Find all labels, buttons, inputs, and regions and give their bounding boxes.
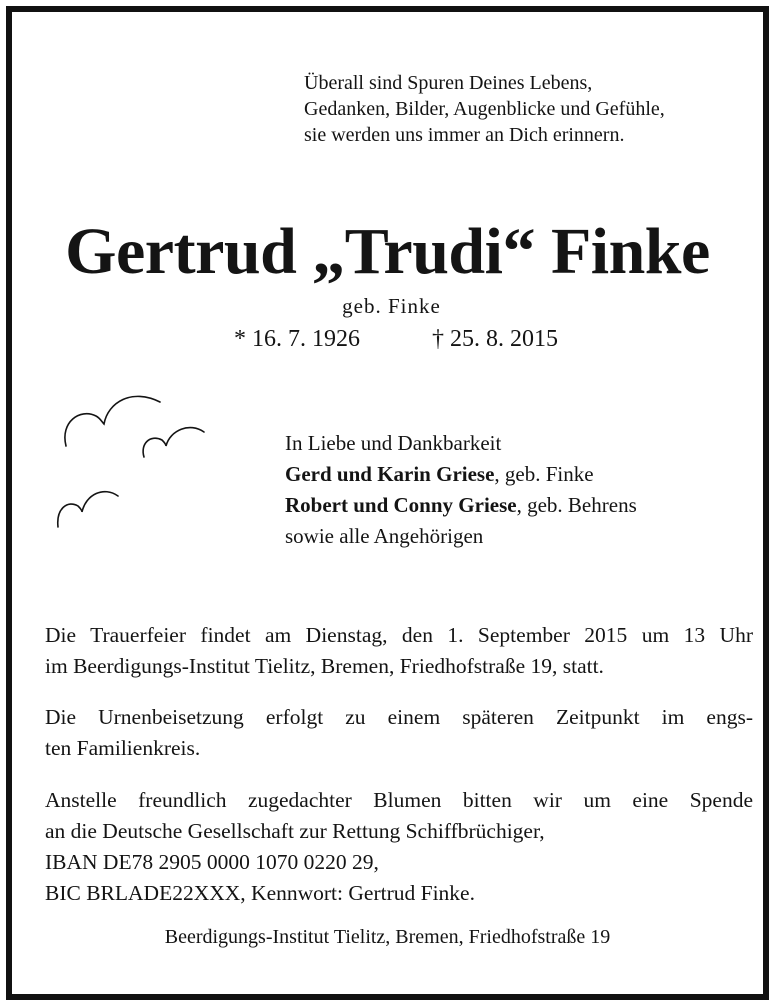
mourner-name: Gerd und Karin Griese — [285, 462, 495, 486]
seagull-icon — [65, 396, 160, 446]
mourner-suffix: , geb. Behrens — [516, 493, 637, 517]
seagulls-icon — [50, 382, 220, 542]
quote-line: Gedanken, Bilder, Augenblicke und Gefühle, — [304, 98, 665, 120]
funeral-notice — [45, 620, 753, 682]
mourner-entry — [285, 490, 637, 521]
mourner-entry — [285, 459, 637, 490]
bic-line: BIC BRLADE22XXX, Kennwort: Gertrud Finke. — [45, 881, 475, 905]
quote-line: sie werden uns immer an Dich erinnern. — [304, 124, 625, 146]
seagull-icon — [58, 492, 118, 527]
mourners-intro: In Liebe und Dankbarkeit — [285, 431, 502, 455]
birth-date: * 16. 7. 1926 — [234, 326, 360, 352]
obituary-frame — [6, 6, 769, 1000]
death-date: † 25. 8. 2015 — [432, 326, 558, 352]
quote-line: Überall sind Spuren Deines Lebens, — [304, 72, 593, 94]
urn-notice — [45, 702, 753, 764]
notice-line: Anstelle freundlich zugedachter Blumen bitten wir um eine Spende — [45, 788, 753, 812]
notice-line: an die Deutsche Gesellschaft zur Rettung Schiffbrüchiger, — [45, 819, 545, 843]
donation-notice — [45, 785, 753, 909]
notice-line: ten Familienkreis. — [45, 736, 201, 760]
mourner-suffix: , geb. Finke — [494, 462, 594, 486]
mourners-block — [285, 428, 637, 552]
mourners-others: sowie alle Angehörigen — [285, 524, 484, 548]
mourner-name: Robert und Conny Griese — [285, 493, 517, 517]
funeral-home-footer: Beerdigungs-Institut Tielitz, Bremen, Friedhofstraße 19 — [164, 926, 611, 948]
iban-line: IBAN DE78 2905 0000 1070 0220 29, — [45, 850, 379, 874]
deceased-name: Gertrud „Trudi“ Finke — [65, 215, 710, 288]
memorial-quote — [304, 70, 665, 148]
notice-line: im Beerdigungs-Institut Tielitz, Bremen, Friedhofstraße 19, statt. — [45, 654, 604, 678]
notice-line: Die Urnenbeisetzung erfolgt zu einem späteren Zeitpunkt im engs- — [45, 705, 753, 729]
birth-name: geb. Finke — [342, 294, 441, 318]
seagull-icon — [143, 428, 204, 457]
notice-line: Die Trauerfeier findet am Dienstag, den 1. September 2015 um 13 Uhr — [45, 623, 753, 647]
